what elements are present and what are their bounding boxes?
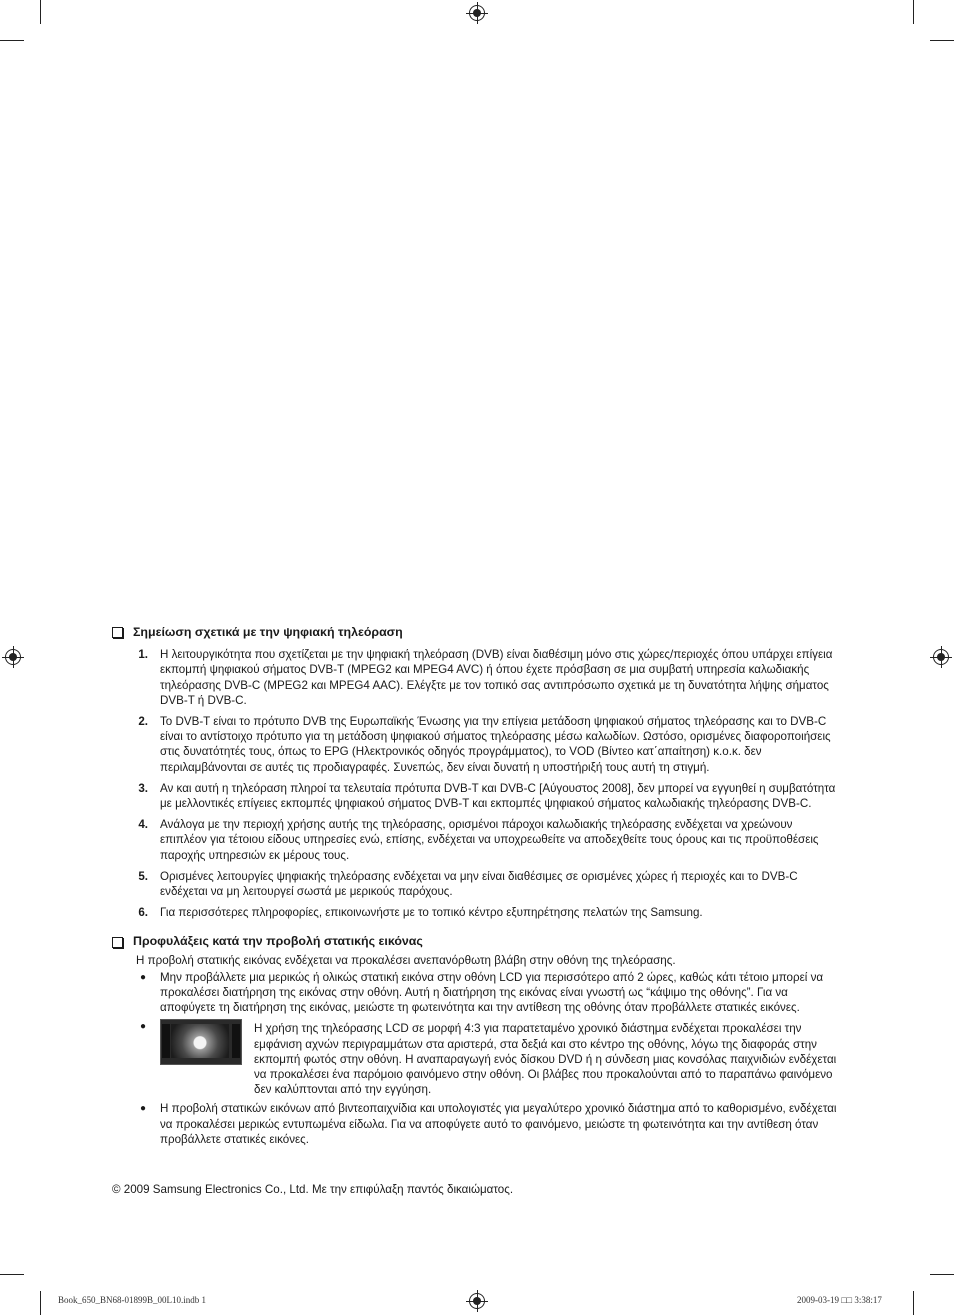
bullet-list bbox=[112, 970, 842, 1147]
list-item bbox=[112, 970, 842, 1016]
crop-mark bbox=[40, 1291, 41, 1315]
footer-filename: Book_650_BN68-01899B_00L10.indb 1 bbox=[58, 1295, 207, 1305]
crop-mark bbox=[0, 40, 24, 41]
list-item bbox=[112, 905, 842, 920]
section-title: Προφυλάξεις κατά την προβολή στατικής εικόνας bbox=[133, 934, 423, 949]
registration-mark-icon bbox=[469, 5, 485, 21]
numbered-list bbox=[112, 647, 842, 920]
crop-mark bbox=[40, 0, 41, 24]
section-title: Σημείωση σχετικά με την ψηφιακή τηλεόραση bbox=[133, 625, 403, 639]
registration-mark-icon bbox=[933, 649, 949, 665]
crop-mark bbox=[930, 40, 954, 41]
item-text: Αν και αυτή η τηλεόραση πληροί τα τελευταία πρότυπα DVB-T και DVB-C [Αύγουστος 2008], δεν μπορεί να εγγυηθεί η συμβατότητα με μελλοντικές επίγειες εκπομπές ψηφιακού σήματος DVB-T και εκπομπές ψηφιακού σήματος καλωδιακής τηλεόρασης DVB-C. bbox=[160, 781, 836, 811]
list-item bbox=[112, 714, 842, 775]
list-item bbox=[112, 1101, 842, 1147]
item-text: Το DVB-T είναι το πρότυπο DVB της Ευρωπαϊκής Ένωσης για την επίγεια μετάδοση ψηφιακού σήματος τηλεόρασης και το DVB-C είναι το αντίστοιχο πρότυπο για τη μετάδοση ψηφιακού σήματος τηλεόρασης μέσω καλωδίων. Ωστόσο, ορισμένες διαφοροποιήσεις στις δυνατότητές τους, όπως το EPG (Ηλεκτρονικός οδηγός προγράμματος), το VOD (Βίντεο κατ΄απαίτηση) κ.ο.κ. δεν περιλαμβάνονται σε αυτές τις προδιαγραφές. Συνεπώς, δεν είναι δυνατή η υποστήριξή τους αυτή τη στιγμή. bbox=[160, 715, 831, 774]
list-item bbox=[112, 869, 842, 899]
item-text: Μην προβάλλετε μια μερικώς ή ολικώς στατική εικόνα στην οθόνη LCD για περισσότερο από 2 ώρες, καθώς κάτι τέτοιο μπορεί να προκαλέσει διατήρηση της εικόνας στην οθόνη. Αυτή η διατήρηση της εικόνας είναι γνωστή ως “κάψιμο της οθόνης”. Για να αποφύγετε τη διατήρηση της εικόνας, μειώστε τη φωτεινότητα και την αντίθεση της οθόνης όταν προβάλλετε στατικές εικόνες. bbox=[160, 970, 824, 1015]
bullet-icon: ● bbox=[139, 1103, 146, 1115]
copyright-notice: © 2009 Samsung Electronics Co., Ltd. Με την επιφύλαξη παντός δικαιώματος. bbox=[112, 1183, 514, 1196]
crop-mark bbox=[930, 1274, 954, 1275]
crop-mark bbox=[913, 1291, 914, 1315]
list-item bbox=[112, 647, 842, 708]
item-text: Ανάλογα με την περιοχή χρήσης αυτής της τηλεόρασης, ορισμένοι πάροχοι καλωδιακής τηλεόρασης ενδέχεται να χρεώνουν επιπλέον για τέτοιου είδους υπηρεσίες ενώ, επίσης, ενδέχεται να υποχρεωθείτε να αποδεχθείτε τους όρους και τις προϋποθέσεις παροχής υπηρεσιών εκ μέρους τους. bbox=[160, 818, 819, 862]
bullet-icon: ● bbox=[139, 1021, 146, 1033]
item-text: Ορισμένες λειτουργίες ψηφιακής τηλεόρασης ενδέχεται να μην είναι διαθέσιμες σε ορισμένες χώρες ή περιοχές και το DVB-C ενδέχεται να μη λειτουργεί σωστά με μερικούς παρόχους. bbox=[160, 869, 798, 899]
item-number: 6. bbox=[138, 906, 148, 920]
item-text: Η λειτουργικότητα που σχετίζεται με την ψηφιακή τηλεόραση (DVB) είναι διαθέσιμη μόνο στις χώρες/περιοχές όπου υπάρχει επίγεια εκπομπή ψηφιακού σήματος DVB-T (MPEG2 και MPEG4 AVC) ή όπου έχετε πρόσβαση σε μια συμβατή υπηρεσία καλωδιακής τηλεόρασης DVB-C (MPEG2 και MPEG4 AAC). Ελέγξτε με τον τοπικό σας αντιπρόσωπο σχετικά με τη δυνατότητα λήψης σήματος DVB-T ή DVB-C. bbox=[160, 648, 833, 707]
crop-mark bbox=[913, 0, 914, 24]
item-number: 2. bbox=[138, 715, 148, 729]
checkbox-icon bbox=[112, 937, 123, 948]
list-item bbox=[112, 1019, 842, 1097]
section-heading bbox=[112, 625, 842, 640]
bullet-icon: ● bbox=[139, 971, 146, 983]
item-text: Η προβολή στατικών εικόνων από βιντεοπαιχνίδια και υπολογιστές για μεγαλύτερο χρονικό διάστημα από το καθορισμένο, ενδέχεται να προκαλέσει μερικώς εντυπωμένα είδωλα. Για να αποφύγετε αυτό το φαινόμενο, μειώστε τη φωτεινότητα και την αντίθεση όταν προβάλλετε στατικές εικόνες. bbox=[160, 1102, 837, 1146]
tv-screen-image bbox=[160, 1019, 242, 1065]
item-text: Για περισσότερες πληροφορίες, επικοινωνήστε με το τοπικό κέντρο εξυπηρέτησης πελατών της Samsung. bbox=[160, 906, 703, 920]
item-number: 4. bbox=[138, 818, 148, 832]
registration-mark-icon bbox=[5, 649, 21, 665]
main-content bbox=[112, 625, 842, 1151]
registration-mark-icon bbox=[469, 1293, 485, 1309]
list-item bbox=[112, 781, 842, 811]
footer-timestamp: 2009-03-19 □□ 3:38:17 bbox=[797, 1295, 882, 1305]
section-heading bbox=[112, 934, 842, 949]
item-text: Η χρήση της τηλεόρασης LCD σε μορφή 4:3 για παρατεταμένο χρονικό διάστημα ενδέχεται προκαλέσει την εμφάνιση αχνών περιγραμμάτων στα αριστερά, στα δεξιά και στο κέντρο της οθόνης, λόγω της διαφοράς στην εκπομπή φωτός στην οθόνη. Η αναπαραγωγή ενός δίσκου DVD ή η σύνδεση μιας κονσόλας παιχνιδιών ενδέχεται να προκαλέσει ένα παρόμοιο φαινόμενο στην οθόνη. Οι βλάβες που προκαλούνται από το παραπάνω φαινόμενο δεν καλύπτονται από την εγγύηση. bbox=[254, 1022, 837, 1097]
crop-mark bbox=[0, 1274, 24, 1275]
checkbox-icon bbox=[112, 627, 123, 638]
item-number: 5. bbox=[138, 869, 148, 883]
item-number: 1. bbox=[138, 648, 148, 662]
item-number: 3. bbox=[138, 781, 148, 795]
list-item bbox=[112, 817, 842, 863]
section-intro: Η προβολή στατικής εικόνας ενδέχεται να προκαλέσει ανεπανόρθωτη βλάβη στην οθόνη της τηλεόρασης. bbox=[136, 953, 676, 967]
